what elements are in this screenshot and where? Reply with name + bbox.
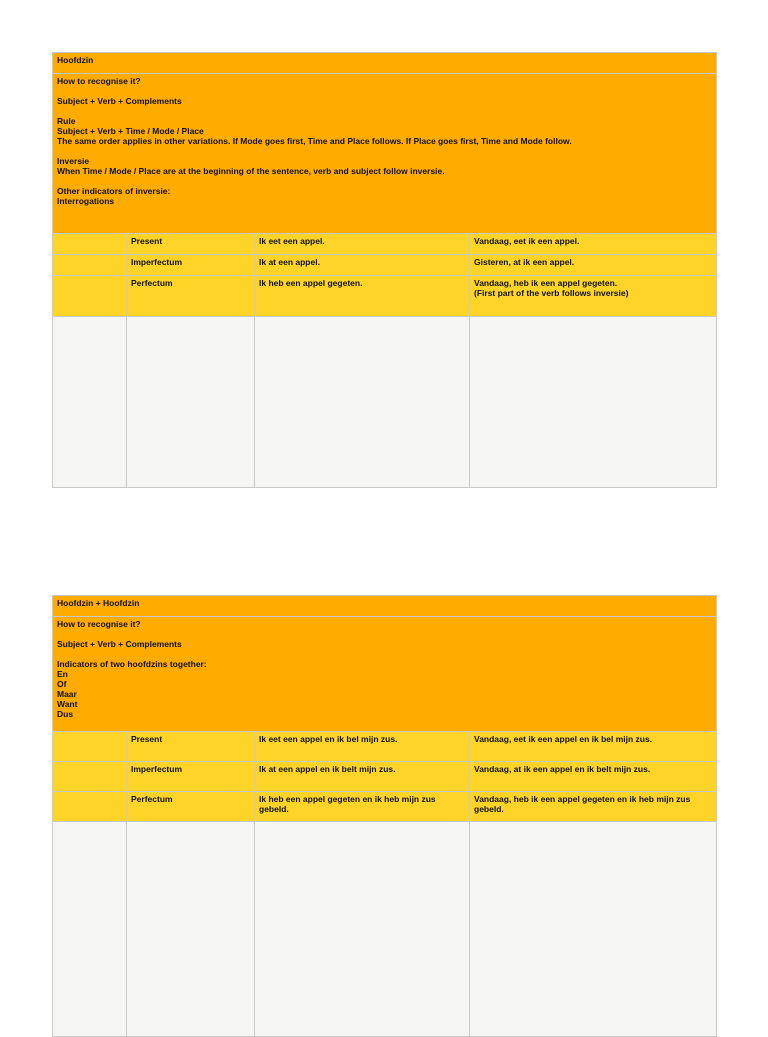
table-info [53,617,717,732]
info-question: How to recognise it? [57,619,141,629]
hoofdzin-table [52,52,717,488]
inversie-cell: Vandaag, heb ik een appel gegeten en ik heb mijn zus gebeld. [470,792,717,822]
hoofdzin-hoofdzin-table [52,595,717,1037]
empty-cell [53,732,127,762]
empty-cell [470,317,717,488]
empty-cell [53,276,127,317]
empty-cell [53,822,127,1037]
table-row [53,276,717,317]
inversie-cell: Vandaag, eet ik een appel en ik bel mijn zus. [470,732,717,762]
empty-cell [127,317,255,488]
table-row [53,255,717,276]
table-row [53,792,717,822]
example-cell: Ik eet een appel. [255,234,470,255]
info-structure: Subject + Verb + Complements [57,639,182,649]
tense-cell: Imperfectum [127,255,255,276]
empty-cell [53,762,127,792]
info-indicators: Indicators of two hoofdzins together: En Of Maar Want Dus [57,659,207,719]
empty-cell [127,822,255,1037]
tense-cell: Perfectum [127,276,255,317]
empty-cell [53,792,127,822]
info-question: How to recognise it? [57,76,141,86]
empty-cell [53,317,127,488]
info-rule: Rule Subject + Verb + Time / Mode / Place The same order applies in other variations. If Mode goes first, Time and Place follows. If Place goes first, Time and Mode follow. [57,116,572,146]
example-cell: Ik eet een appel en ik bel mijn zus. [255,732,470,762]
info-inversie: Inversie When Time / Mode / Place are at the beginning of the sentence, verb and subject follow inversie. [57,156,445,176]
inversie-cell: Vandaag, heb ik een appel gegeten. (First part of the verb follows inversie) [470,276,717,317]
example-cell: Ik at een appel en ik belt mijn zus. [255,762,470,792]
info-structure: Subject + Verb + Complements [57,96,182,106]
empty-cell [53,234,127,255]
empty-cell [255,822,470,1037]
inversie-cell: Vandaag, at ik een appel en ik belt mijn zus. [470,762,717,792]
table-row [53,234,717,255]
example-cell: Ik at een appel. [255,255,470,276]
example-cell: Ik heb een appel gegeten. [255,276,470,317]
tense-cell: Perfectum [127,792,255,822]
blank-row [53,317,717,488]
table-title: Hoofdzin [53,53,717,74]
empty-cell [470,822,717,1037]
blank-row [53,822,717,1037]
empty-cell [53,255,127,276]
table-row [53,732,717,762]
tense-cell: Present [127,234,255,255]
table-info [53,74,717,234]
inversie-cell: Vandaag, eet ik een appel. [470,234,717,255]
info-other-indicators: Other indicators of inversie: Interrogations [57,186,171,206]
tense-cell: Present [127,732,255,762]
tense-cell: Imperfectum [127,762,255,792]
example-cell: Ik heb een appel gegeten en ik heb mijn zus gebeld. [255,792,470,822]
inversie-cell: Gisteren, at ik een appel. [470,255,717,276]
table-row [53,762,717,792]
table-title: Hoofdzin + Hoofdzin [53,596,717,617]
empty-cell [255,317,470,488]
